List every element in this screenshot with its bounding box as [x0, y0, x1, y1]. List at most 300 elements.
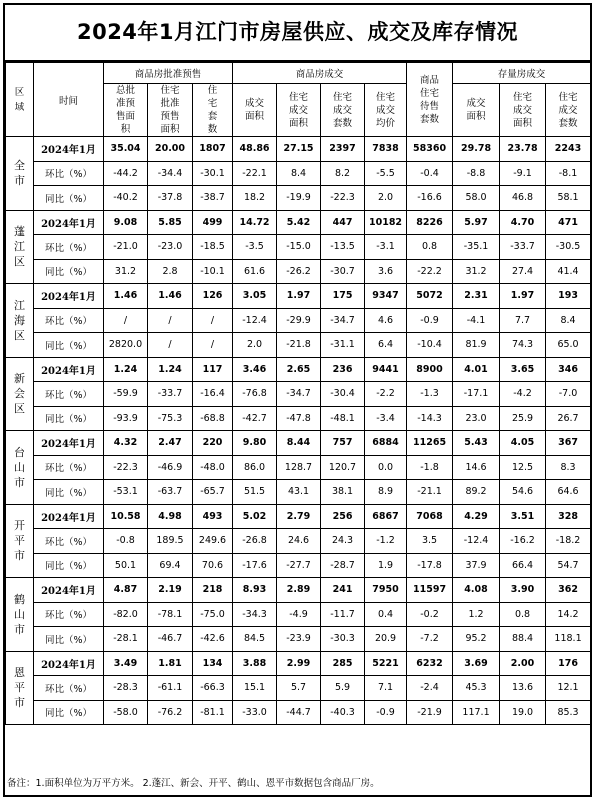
table-cell: 27.15 — [277, 137, 321, 162]
table-cell: 176 — [546, 651, 591, 676]
table-cell: 25.9 — [500, 406, 546, 431]
table-cell: 2820.0 — [104, 333, 148, 358]
table-cell: -47.8 — [277, 406, 321, 431]
table-cell: 85.3 — [546, 700, 591, 725]
table-cell: 757 — [321, 431, 365, 456]
header-col: 住宅成交均价 — [365, 84, 407, 137]
table-cell: -16.4 — [193, 382, 233, 407]
table-cell: 447 — [321, 210, 365, 235]
row-period-label: 同比（%） — [34, 259, 104, 284]
region-name: 江海区 — [6, 284, 34, 358]
table-cell: 1.81 — [148, 651, 193, 676]
table-cell: -9.1 — [500, 161, 546, 186]
table-cell: -28.1 — [104, 627, 148, 652]
table-cell: -2.4 — [407, 676, 453, 701]
row-period-label: 同比（%） — [34, 480, 104, 505]
table-cell: 3.46 — [233, 357, 277, 382]
table-cell: 89.2 — [453, 480, 500, 505]
table-cell: 12.1 — [546, 676, 591, 701]
table-row — [6, 553, 591, 578]
table-cell: -4.1 — [453, 308, 500, 333]
table-cell: 175 — [321, 284, 365, 309]
table-cell: 1.24 — [148, 357, 193, 382]
table-cell: -18.5 — [193, 235, 233, 260]
header-col: 住宅成交套数 — [321, 84, 365, 137]
table-cell: 37.9 — [453, 553, 500, 578]
table-cell: 4.01 — [453, 357, 500, 382]
table-cell: 3.90 — [500, 578, 546, 603]
table-cell: 1.46 — [104, 284, 148, 309]
table-cell: 20.9 — [365, 627, 407, 652]
header-col: 住宅成交面积 — [277, 84, 321, 137]
row-period-label: 2024年1月 — [34, 137, 104, 162]
table-cell: -16.6 — [407, 186, 453, 211]
table-cell: -8.8 — [453, 161, 500, 186]
table-cell: -82.0 — [104, 602, 148, 627]
table-cell: 2.89 — [277, 578, 321, 603]
table-cell: -59.9 — [104, 382, 148, 407]
table-cell: 11597 — [407, 578, 453, 603]
table-cell: -61.1 — [148, 676, 193, 701]
table-cell: 74.3 — [500, 333, 546, 358]
table-cell: 65.0 — [546, 333, 591, 358]
table-row — [6, 284, 591, 309]
table-cell: 12.5 — [500, 455, 546, 480]
table-cell: 3.49 — [104, 651, 148, 676]
table-cell: -8.1 — [546, 161, 591, 186]
table-cell: -3.5 — [233, 235, 277, 260]
table-cell: -15.0 — [277, 235, 321, 260]
table-cell: 2.65 — [277, 357, 321, 382]
row-period-label: 2024年1月 — [34, 578, 104, 603]
table-cell: 20.00 — [148, 137, 193, 162]
table-cell: 4.87 — [104, 578, 148, 603]
table-cell: 58.0 — [453, 186, 500, 211]
table-cell: 5.43 — [453, 431, 500, 456]
table-cell: -42.6 — [193, 627, 233, 652]
table-cell: 4.08 — [453, 578, 500, 603]
table-cell: -23.0 — [148, 235, 193, 260]
table-cell: 14.2 — [546, 602, 591, 627]
table-cell: -26.2 — [277, 259, 321, 284]
table-cell: 7838 — [365, 137, 407, 162]
table-cell: 117 — [193, 357, 233, 382]
table-cell: -12.4 — [453, 529, 500, 554]
header-presale-group: 商品房批准预售 — [104, 63, 233, 84]
table-cell: 2.8 — [148, 259, 193, 284]
table-cell: -12.4 — [233, 308, 277, 333]
table-cell: 3.5 — [407, 529, 453, 554]
row-period-label: 环比（%） — [34, 382, 104, 407]
table-cell: 2.0 — [365, 186, 407, 211]
table-cell: 1.24 — [104, 357, 148, 382]
table-cell: 0.0 — [365, 455, 407, 480]
table-cell: 362 — [546, 578, 591, 603]
row-period-label: 2024年1月 — [34, 504, 104, 529]
table-cell: -22.1 — [233, 161, 277, 186]
table-row — [6, 357, 591, 382]
table-cell: 118.1 — [546, 627, 591, 652]
region-name: 鹤山市 — [6, 578, 34, 652]
row-period-label: 同比（%） — [34, 627, 104, 652]
table-cell: 41.4 — [546, 259, 591, 284]
table-cell: 7.7 — [500, 308, 546, 333]
table-cell: 86.0 — [233, 455, 277, 480]
header-col: 成交面积 — [233, 84, 277, 137]
table-cell: -48.0 — [193, 455, 233, 480]
table-cell: 31.2 — [104, 259, 148, 284]
table-row — [6, 406, 591, 431]
table-cell: / — [148, 308, 193, 333]
table-cell: -0.4 — [407, 161, 453, 186]
table-cell: 128.7 — [277, 455, 321, 480]
table-cell: 38.1 — [321, 480, 365, 505]
region-name: 台山市 — [6, 431, 34, 505]
table-cell: 4.6 — [365, 308, 407, 333]
table-cell: -7.2 — [407, 627, 453, 652]
table-cell: 285 — [321, 651, 365, 676]
header-col: 总批准预售面积 — [104, 84, 148, 137]
row-period-label: 同比（%） — [34, 553, 104, 578]
row-period-label: 同比（%） — [34, 186, 104, 211]
table-cell: -7.0 — [546, 382, 591, 407]
row-period-label: 环比（%） — [34, 529, 104, 554]
table-cell: 46.8 — [500, 186, 546, 211]
table-cell: 2.31 — [453, 284, 500, 309]
table-cell: 2.19 — [148, 578, 193, 603]
table-cell: -58.0 — [104, 700, 148, 725]
table-cell: -28.7 — [321, 553, 365, 578]
table-cell: 0.8 — [500, 602, 546, 627]
table-cell: 15.1 — [233, 676, 277, 701]
table-cell: 84.5 — [233, 627, 277, 652]
table-cell: 2.79 — [277, 504, 321, 529]
table-row — [6, 235, 591, 260]
table-cell: 5.02 — [233, 504, 277, 529]
table-cell: 493 — [193, 504, 233, 529]
table-cell: -21.9 — [407, 700, 453, 725]
table-cell: -75.0 — [193, 602, 233, 627]
header-region: 区域 — [6, 63, 34, 137]
table-cell: -44.2 — [104, 161, 148, 186]
table-cell: -22.2 — [407, 259, 453, 284]
table-cell: -13.5 — [321, 235, 365, 260]
table-cell: 218 — [193, 578, 233, 603]
region-name: 全市 — [6, 137, 34, 211]
table-cell: 117.1 — [453, 700, 500, 725]
table-cell: 50.1 — [104, 553, 148, 578]
table-cell: 58360 — [407, 137, 453, 162]
table-row — [6, 455, 591, 480]
table-cell: 6232 — [407, 651, 453, 676]
table-cell: -14.3 — [407, 406, 453, 431]
table-row — [6, 210, 591, 235]
table-cell: 471 — [546, 210, 591, 235]
table-cell: -23.9 — [277, 627, 321, 652]
row-period-label: 同比（%） — [34, 700, 104, 725]
table-cell: 5.85 — [148, 210, 193, 235]
header-col: 住宅成交面积 — [500, 84, 546, 137]
table-cell: 6867 — [365, 504, 407, 529]
table-cell: 1.97 — [277, 284, 321, 309]
table-cell: 35.04 — [104, 137, 148, 162]
table-cell: -40.3 — [321, 700, 365, 725]
table-cell: -0.9 — [407, 308, 453, 333]
table-cell: 8.4 — [277, 161, 321, 186]
row-period-label: 环比（%） — [34, 308, 104, 333]
header-stock-group: 存量房成交 — [453, 63, 591, 84]
table-row — [6, 700, 591, 725]
table-cell: 367 — [546, 431, 591, 456]
table-cell: -30.5 — [546, 235, 591, 260]
table-cell: 66.4 — [500, 553, 546, 578]
table-cell: -19.9 — [277, 186, 321, 211]
region-name: 恩平市 — [6, 651, 34, 725]
table-cell: -0.2 — [407, 602, 453, 627]
table-cell: 54.6 — [500, 480, 546, 505]
table-cell: 13.6 — [500, 676, 546, 701]
table-cell: 14.72 — [233, 210, 277, 235]
table-row — [6, 480, 591, 505]
table-cell: 7950 — [365, 578, 407, 603]
table-row — [6, 676, 591, 701]
table-cell: -17.6 — [233, 553, 277, 578]
table-cell: -3.1 — [365, 235, 407, 260]
table-cell: 95.2 — [453, 627, 500, 652]
table-body — [6, 137, 591, 725]
table-cell: 4.98 — [148, 504, 193, 529]
table-cell: -34.7 — [321, 308, 365, 333]
row-period-label: 2024年1月 — [34, 284, 104, 309]
table-cell: 2.99 — [277, 651, 321, 676]
table-cell: -22.3 — [321, 186, 365, 211]
table-cell: -68.8 — [193, 406, 233, 431]
table-cell: 26.7 — [546, 406, 591, 431]
table-cell: 10182 — [365, 210, 407, 235]
table-cell: -53.1 — [104, 480, 148, 505]
table-cell: -46.7 — [148, 627, 193, 652]
table-cell: 3.51 — [500, 504, 546, 529]
table-row — [6, 578, 591, 603]
table-cell: 220 — [193, 431, 233, 456]
table-row — [6, 602, 591, 627]
table-cell: -33.7 — [148, 382, 193, 407]
table-cell: 120.7 — [321, 455, 365, 480]
table-cell: 10.58 — [104, 504, 148, 529]
table-cell: 241 — [321, 578, 365, 603]
region-name: 开平市 — [6, 504, 34, 578]
table-cell: 24.3 — [321, 529, 365, 554]
table-cell: 9.80 — [233, 431, 277, 456]
footnote: 备注：1.面积单位为万平方米。 2.蓬江、新会、开平、鹤山、恩平市数据包含商品厂房。 — [7, 778, 380, 789]
table-cell: 3.6 — [365, 259, 407, 284]
table-cell: -40.2 — [104, 186, 148, 211]
table-cell: / — [148, 333, 193, 358]
table-cell: 1.2 — [453, 602, 500, 627]
table-cell: 54.7 — [546, 553, 591, 578]
table-cell: 43.1 — [277, 480, 321, 505]
table-cell: -33.0 — [233, 700, 277, 725]
table-cell: -66.3 — [193, 676, 233, 701]
row-period-label: 同比（%） — [34, 406, 104, 431]
table-cell: / — [193, 333, 233, 358]
table-cell: 31.2 — [453, 259, 500, 284]
row-period-label: 同比（%） — [34, 333, 104, 358]
header-col: 住宅套数 — [193, 84, 233, 137]
table-cell: 7.1 — [365, 676, 407, 701]
table-row — [6, 137, 591, 162]
table-cell: -46.9 — [148, 455, 193, 480]
table-cell: 0.4 — [365, 602, 407, 627]
table-cell: -34.3 — [233, 602, 277, 627]
table-cell: 48.86 — [233, 137, 277, 162]
table-cell: 249.6 — [193, 529, 233, 554]
table-cell: 8.44 — [277, 431, 321, 456]
table-cell: 14.6 — [453, 455, 500, 480]
table-cell: 328 — [546, 504, 591, 529]
table-cell: 0.8 — [407, 235, 453, 260]
table-cell: 126 — [193, 284, 233, 309]
table-cell: -34.4 — [148, 161, 193, 186]
table-cell: 23.0 — [453, 406, 500, 431]
table-cell: 4.29 — [453, 504, 500, 529]
table-cell: 11265 — [407, 431, 453, 456]
table-cell: 6884 — [365, 431, 407, 456]
table-row — [6, 161, 591, 186]
table-cell: 5.42 — [277, 210, 321, 235]
table-cell: 2.0 — [233, 333, 277, 358]
table-cell: 6.4 — [365, 333, 407, 358]
table-cell: -4.9 — [277, 602, 321, 627]
table-cell: 3.65 — [500, 357, 546, 382]
header-row-1 — [6, 63, 591, 84]
table-cell: -18.2 — [546, 529, 591, 554]
table-cell: 24.6 — [277, 529, 321, 554]
table-cell: -5.5 — [365, 161, 407, 186]
table-cell: 256 — [321, 504, 365, 529]
table-cell: 3.69 — [453, 651, 500, 676]
report-title: 2024年1月江门市房屋供应、成交及库存情况 — [5, 5, 590, 62]
table-cell: -31.1 — [321, 333, 365, 358]
header-col: 成交面积 — [453, 84, 500, 137]
table-cell: 9.08 — [104, 210, 148, 235]
table-cell: 19.0 — [500, 700, 546, 725]
header-pending: 商品住宅待售套数 — [407, 63, 453, 137]
table-cell: 134 — [193, 651, 233, 676]
region-name: 蓬江区 — [6, 210, 34, 284]
table-cell: -76.2 — [148, 700, 193, 725]
table-cell: -48.1 — [321, 406, 365, 431]
table-cell: 8.2 — [321, 161, 365, 186]
table-cell: 8226 — [407, 210, 453, 235]
table-row — [6, 333, 591, 358]
table-cell: 3.88 — [233, 651, 277, 676]
table-cell: -30.3 — [321, 627, 365, 652]
header-sales-group: 商品房成交 — [233, 63, 407, 84]
table-cell: 51.5 — [233, 480, 277, 505]
row-period-label: 环比（%） — [34, 161, 104, 186]
table-cell: -27.7 — [277, 553, 321, 578]
table-cell: 189.5 — [148, 529, 193, 554]
table-cell: 70.6 — [193, 553, 233, 578]
table-cell: 5.9 — [321, 676, 365, 701]
table-cell: -34.7 — [277, 382, 321, 407]
table-cell: -42.7 — [233, 406, 277, 431]
table-cell: -28.3 — [104, 676, 148, 701]
table-cell: 4.70 — [500, 210, 546, 235]
table-cell: 5.7 — [277, 676, 321, 701]
table-cell: 64.6 — [546, 480, 591, 505]
table-cell: -4.2 — [500, 382, 546, 407]
table-cell: -35.1 — [453, 235, 500, 260]
table-cell: 81.9 — [453, 333, 500, 358]
table-cell: / — [193, 308, 233, 333]
table-row — [6, 308, 591, 333]
table-cell: -1.8 — [407, 455, 453, 480]
table-cell: -2.2 — [365, 382, 407, 407]
row-period-label: 2024年1月 — [34, 431, 104, 456]
table-cell: -37.8 — [148, 186, 193, 211]
table-cell: -38.7 — [193, 186, 233, 211]
table-cell: 18.2 — [233, 186, 277, 211]
table-cell: -17.8 — [407, 553, 453, 578]
table-cell: 8.3 — [546, 455, 591, 480]
table-cell: 9347 — [365, 284, 407, 309]
table-cell: -30.7 — [321, 259, 365, 284]
header-col: 住宅成交套数 — [546, 84, 591, 137]
table-cell: -0.8 — [104, 529, 148, 554]
row-period-label: 2024年1月 — [34, 357, 104, 382]
row-period-label: 环比（%） — [34, 602, 104, 627]
table-cell: -17.1 — [453, 382, 500, 407]
table-cell: 1.46 — [148, 284, 193, 309]
table-cell: -29.9 — [277, 308, 321, 333]
table-row — [6, 382, 591, 407]
table-cell: -78.1 — [148, 602, 193, 627]
table-cell: 5072 — [407, 284, 453, 309]
table-cell: -76.8 — [233, 382, 277, 407]
table-row — [6, 259, 591, 284]
table-row — [6, 186, 591, 211]
table-cell: -11.7 — [321, 602, 365, 627]
table-cell: 61.6 — [233, 259, 277, 284]
table-cell: 58.1 — [546, 186, 591, 211]
table-cell: -81.1 — [193, 700, 233, 725]
table-cell: 4.32 — [104, 431, 148, 456]
region-name: 新会区 — [6, 357, 34, 431]
table-row — [6, 651, 591, 676]
table-cell: 69.4 — [148, 553, 193, 578]
table-cell: -63.7 — [148, 480, 193, 505]
table-cell: 2.47 — [148, 431, 193, 456]
table-cell: / — [104, 308, 148, 333]
table-cell: -1.2 — [365, 529, 407, 554]
table-cell: 88.4 — [500, 627, 546, 652]
table-cell: -75.3 — [148, 406, 193, 431]
table-cell: 8.9 — [365, 480, 407, 505]
table-cell: 1807 — [193, 137, 233, 162]
table-cell: 193 — [546, 284, 591, 309]
table-cell: -30.4 — [321, 382, 365, 407]
row-period-label: 环比（%） — [34, 455, 104, 480]
table-cell: 9441 — [365, 357, 407, 382]
table-cell: 2243 — [546, 137, 591, 162]
table-cell: -33.7 — [500, 235, 546, 260]
table-cell: 236 — [321, 357, 365, 382]
table-cell: 346 — [546, 357, 591, 382]
table-row — [6, 431, 591, 456]
table-cell: 7068 — [407, 504, 453, 529]
